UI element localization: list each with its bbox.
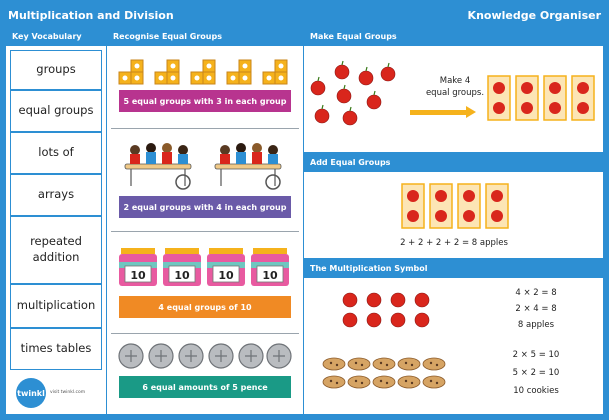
vocab-item: repeated addition bbox=[10, 216, 102, 284]
divider bbox=[111, 231, 299, 232]
coin-groups bbox=[117, 340, 293, 372]
cake-2-icon bbox=[163, 248, 201, 286]
children-table-1-icon bbox=[125, 143, 191, 189]
apple-array-icon bbox=[343, 293, 429, 327]
recognise-banner-1: 5 equal groups with 3 in each group bbox=[119, 90, 291, 112]
add-heading: Add Equal Groups bbox=[304, 152, 603, 172]
cookie-array-icon bbox=[323, 358, 445, 388]
symbol-cookie-line-1: 2 × 5 = 10 bbox=[512, 350, 560, 360]
vocab-item: groups bbox=[10, 50, 102, 90]
arrow-head-icon bbox=[466, 106, 476, 118]
make-caption-line-2: equal groups. bbox=[425, 88, 485, 98]
apple-tiles-make bbox=[486, 74, 598, 124]
symbol-apple-line-3: 8 apples bbox=[517, 320, 555, 330]
cake-label: 10 bbox=[218, 269, 234, 282]
make-caption-line-1: Make 4 bbox=[439, 76, 471, 86]
vocab-item: equal groups bbox=[10, 90, 102, 132]
children-table-2-icon bbox=[215, 143, 281, 189]
make-heading: Make Equal Groups bbox=[304, 28, 603, 46]
divider bbox=[111, 128, 299, 129]
cake-3-icon bbox=[207, 248, 245, 286]
block-group-2-icon bbox=[155, 60, 179, 84]
block-group-4-icon bbox=[227, 60, 251, 84]
symbol-apple-line-1: 4 × 2 = 8 bbox=[515, 288, 557, 298]
twinkl-url: visit twinkl.com bbox=[50, 390, 86, 395]
block-groups bbox=[117, 52, 293, 86]
add-sentence: 2 + 2 + 2 + 2 = 8 apples bbox=[400, 238, 508, 248]
recognise-banner-4: 6 equal amounts of 5 pence bbox=[119, 376, 291, 398]
vocab-item: multiplication bbox=[10, 284, 102, 328]
vocab-item: lots of bbox=[10, 132, 102, 174]
divider bbox=[111, 333, 299, 334]
vocab-item: arrays bbox=[10, 174, 102, 216]
symbol-heading: The Multiplication Symbol bbox=[304, 258, 603, 278]
cake-1-icon bbox=[119, 248, 157, 286]
twinkl-logo: twinkl bbox=[16, 378, 46, 408]
cake-4-icon bbox=[251, 248, 289, 286]
apple-cluster-icon bbox=[311, 65, 395, 125]
apple-tile-icon bbox=[488, 76, 594, 120]
cookie-array bbox=[322, 354, 450, 392]
cake-label: 10 bbox=[174, 269, 190, 282]
vocabulary-column bbox=[6, 28, 106, 414]
cake-groups bbox=[115, 240, 295, 290]
cake-label: 10 bbox=[262, 269, 278, 282]
apple-tiles-add bbox=[400, 182, 512, 232]
symbol-apple-line-2: 2 × 4 = 8 bbox=[515, 304, 557, 314]
scattered-apples bbox=[308, 58, 398, 132]
children-groups bbox=[121, 134, 291, 192]
symbol-cookie-line-3: 10 cookies bbox=[513, 386, 559, 396]
block-group-5-icon bbox=[263, 60, 287, 84]
recognise-heading: Recognise Equal Groups bbox=[107, 28, 303, 46]
page-subtitle: Knowledge Organiser bbox=[467, 9, 601, 22]
block-group-1-icon bbox=[119, 60, 143, 84]
cake-label: 10 bbox=[130, 269, 146, 282]
apple-tile-icon bbox=[402, 184, 508, 228]
apple-array bbox=[338, 288, 438, 332]
vocabulary-heading: Key Vocabulary bbox=[6, 28, 106, 46]
title-bar bbox=[0, 0, 609, 28]
right-column bbox=[304, 28, 603, 414]
coin-row-icon bbox=[119, 344, 291, 368]
arrow-right-icon bbox=[410, 110, 468, 115]
vocab-item: times tables bbox=[10, 328, 102, 370]
recognise-banner-2: 2 equal groups with 4 in each group bbox=[119, 196, 291, 218]
block-group-3-icon bbox=[191, 60, 215, 84]
recognise-column bbox=[107, 28, 303, 414]
symbol-cookie-line-2: 5 × 2 = 10 bbox=[512, 368, 560, 378]
recognise-banner-3: 4 equal groups of 10 bbox=[119, 296, 291, 318]
page-title: Multiplication and Division bbox=[8, 9, 174, 22]
